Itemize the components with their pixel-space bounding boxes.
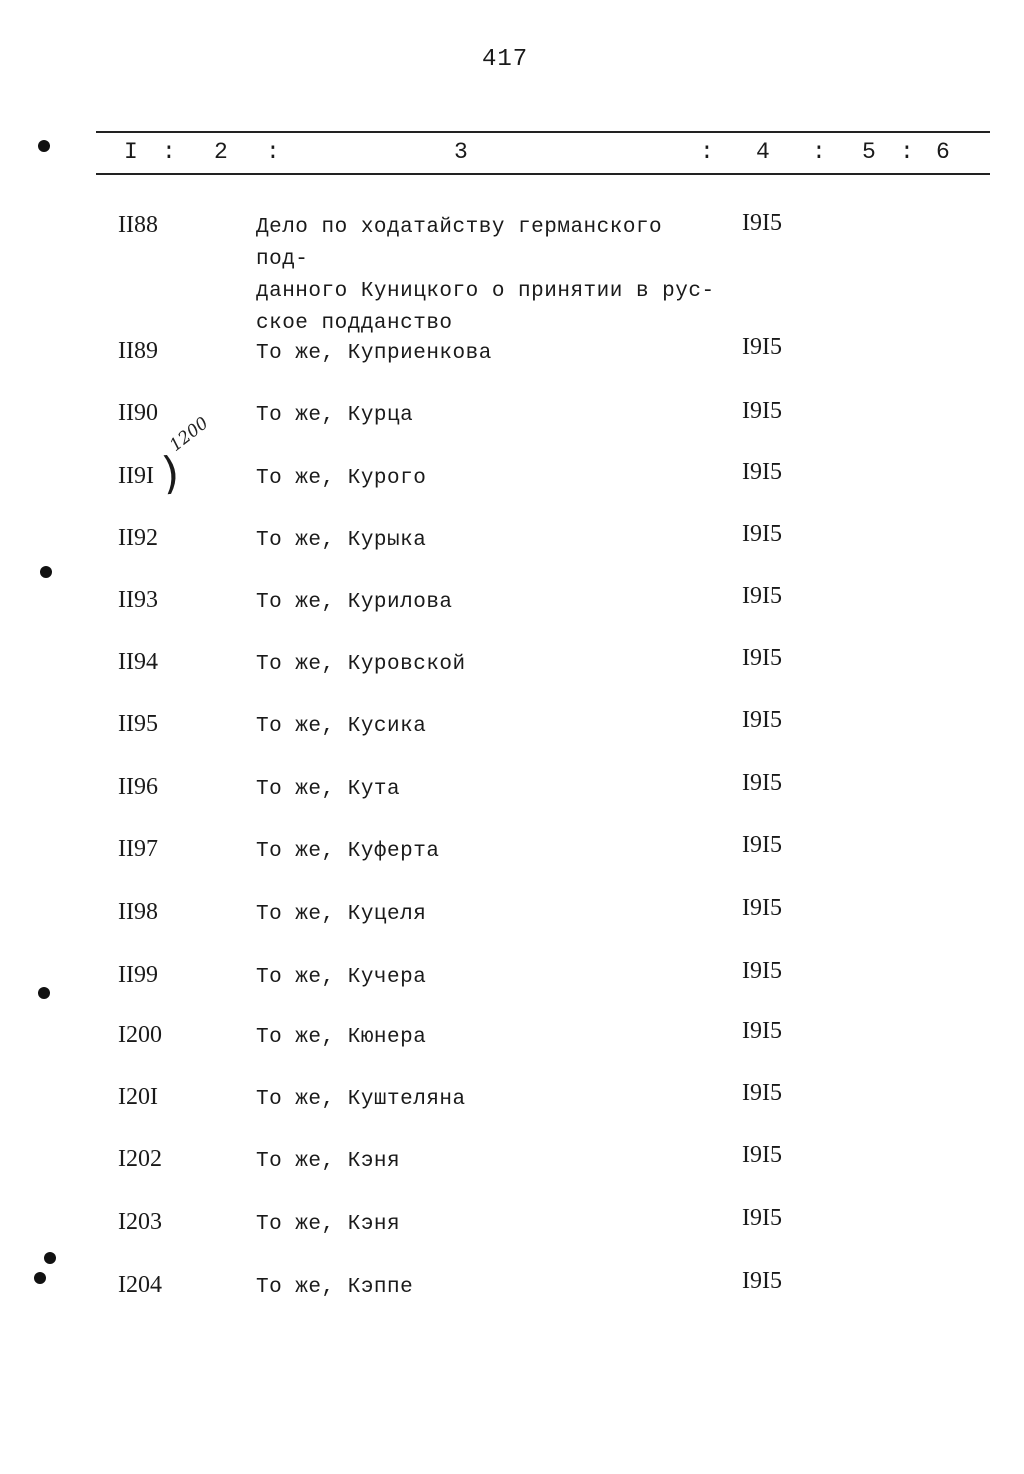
item-number: I200 xyxy=(118,1022,162,1048)
item-title xyxy=(256,1272,716,1304)
item-number: II90 xyxy=(118,400,158,426)
item-number: II96 xyxy=(118,774,158,800)
item-number: II94 xyxy=(118,649,158,675)
item-title-line: То же, Куштеляна xyxy=(256,1088,466,1111)
item-year: I9I5 xyxy=(742,583,782,609)
item-year: I9I5 xyxy=(742,770,782,796)
item-title xyxy=(256,463,716,495)
header-separator: : xyxy=(700,139,714,165)
header-separator: : xyxy=(900,139,914,165)
item-year: I9I5 xyxy=(742,1142,782,1168)
item-number: II98 xyxy=(118,899,158,925)
header-col-4: 4 xyxy=(756,139,770,165)
item-number: II97 xyxy=(118,836,158,862)
item-title-line: То же, Курыка xyxy=(256,529,427,552)
item-title xyxy=(256,1022,716,1054)
item-year: I9I5 xyxy=(742,832,782,858)
punch-hole xyxy=(38,140,50,152)
item-title-line: То же, Курого xyxy=(256,467,427,490)
item-number: II93 xyxy=(118,587,158,613)
item-year: I9I5 xyxy=(742,1080,782,1106)
handwritten-bracket: ) xyxy=(159,447,182,500)
punch-hole xyxy=(44,1252,56,1264)
header-col-2: 2 xyxy=(214,139,228,165)
item-title xyxy=(256,338,716,370)
item-title-line: То же, Кюнера xyxy=(256,1026,427,1049)
item-number: II9I xyxy=(118,463,154,489)
item-title xyxy=(256,1084,716,1116)
item-title xyxy=(256,899,716,931)
item-title-line: Дело по ходатайству германского под- xyxy=(256,216,663,271)
item-title-line: То же, Кэппе xyxy=(256,1276,414,1299)
item-title-line: То же, Кусика xyxy=(256,715,427,738)
item-year: I9I5 xyxy=(742,398,782,424)
item-year: I9I5 xyxy=(742,645,782,671)
item-year: I9I5 xyxy=(742,895,782,921)
item-title xyxy=(256,587,716,619)
handwritten-annotation: 1200 xyxy=(166,413,213,456)
item-year: I9I5 xyxy=(742,334,782,360)
item-title xyxy=(256,1209,716,1241)
item-title xyxy=(256,836,716,868)
item-title-line: То же, Курилова xyxy=(256,591,453,614)
item-title xyxy=(256,962,716,994)
item-title-line: То же, Кучера xyxy=(256,966,427,989)
item-number: I20I xyxy=(118,1084,158,1110)
item-number: I202 xyxy=(118,1146,162,1172)
item-year: I9I5 xyxy=(742,1018,782,1044)
item-number: I204 xyxy=(118,1272,162,1298)
item-title-line: То же, Кэня xyxy=(256,1213,401,1236)
item-year: I9I5 xyxy=(742,707,782,733)
item-title-line: То же, Куровской xyxy=(256,653,466,676)
item-number: II89 xyxy=(118,338,158,364)
item-title xyxy=(256,400,716,432)
item-number: II95 xyxy=(118,711,158,737)
header-top-rule xyxy=(96,131,990,133)
column-header-row xyxy=(0,139,1024,169)
header-col-1: I xyxy=(124,139,138,165)
header-separator: : xyxy=(812,139,826,165)
item-title-line: ское подданство xyxy=(256,312,453,335)
header-col-3: 3 xyxy=(454,139,468,165)
item-title-line: То же, Кэня xyxy=(256,1150,401,1173)
item-title xyxy=(256,1146,716,1178)
item-title-line: То же, Куферта xyxy=(256,840,440,863)
item-title-line: То же, Куприенкова xyxy=(256,342,492,365)
header-separator: : xyxy=(266,139,280,165)
item-title xyxy=(256,774,716,806)
punch-hole xyxy=(34,1272,46,1284)
punch-hole xyxy=(40,566,52,578)
header-col-6: 6 xyxy=(936,139,950,165)
item-year: I9I5 xyxy=(742,1268,782,1294)
item-year: I9I5 xyxy=(742,1205,782,1231)
page-number: 417 xyxy=(482,46,529,73)
item-title xyxy=(256,525,716,557)
item-title-line: То же, Кута xyxy=(256,778,401,801)
item-title-line: То же, Курца xyxy=(256,404,414,427)
item-year: I9I5 xyxy=(742,459,782,485)
item-year: I9I5 xyxy=(742,521,782,547)
header-bottom-rule xyxy=(96,173,990,175)
item-number: II92 xyxy=(118,525,158,551)
item-title xyxy=(256,649,716,681)
item-title xyxy=(256,711,716,743)
punch-hole xyxy=(38,987,50,999)
item-title-line: данного Куницкого о принятии в рус- xyxy=(256,280,715,303)
item-title xyxy=(256,212,716,340)
item-number: I203 xyxy=(118,1209,162,1235)
item-year: I9I5 xyxy=(742,958,782,984)
item-number: II88 xyxy=(118,212,158,238)
header-col-5: 5 xyxy=(862,139,876,165)
header-separator: : xyxy=(162,139,176,165)
item-title-line: То же, Куцеля xyxy=(256,903,427,926)
item-year: I9I5 xyxy=(742,210,782,236)
item-number: II99 xyxy=(118,962,158,988)
